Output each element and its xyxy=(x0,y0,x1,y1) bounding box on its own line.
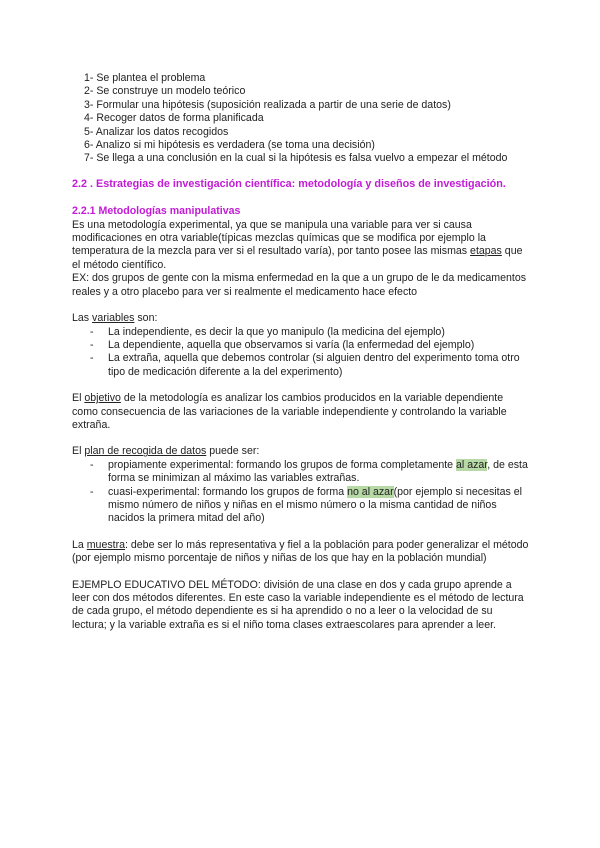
subsection-heading: 2.2.1 Metodologías manipulativas xyxy=(72,205,241,218)
intro-paragraph xyxy=(72,219,530,273)
underlined-term: muestra xyxy=(86,538,126,551)
step-item: 3- Formular una hipótesis (suposición realizada a partir de una serie de datos) xyxy=(84,98,451,111)
plan-item-text-end: (por ejemplo si necesitas el mismo número de niños y niñas en el mismo número o la misma cantidad de niños nacidos la primera mitad del año) xyxy=(108,485,522,525)
plan-item-text: propiamente experimental: formando los grupos de forma completamente xyxy=(108,458,457,471)
highlighted-term: al azar xyxy=(456,458,488,471)
underlined-term: variables xyxy=(92,312,135,325)
underlined-term: etapas xyxy=(470,245,502,258)
step-item: 5- Analizar los datos recogidos xyxy=(84,125,229,138)
sample-text: : debe ser lo más representativa y fiel a la población para poder generalizar el método (por ejemplo mismo porcentaje de niños y niñas de los que hay en la población mundial) xyxy=(72,538,529,565)
underlined-term: plan de recogida de datos xyxy=(84,445,207,458)
step-item: 2- Se construye un modelo teórico xyxy=(84,85,246,98)
step-item: 6- Analizo si mi hipótesis es verdadera (se toma una decisión) xyxy=(84,139,375,152)
step-item: 4- Recoger datos de forma planificada xyxy=(84,112,264,125)
variable-item: - La dependiente, aquella que observamos si varía (la enfermedad del ejemplo) xyxy=(72,339,530,352)
section-heading: 2.2 . Estrategias de investigación científica: metodología y diseños de investigación. xyxy=(72,177,506,190)
plan-item-text: cuasi-experimental: formando los grupos de forma xyxy=(108,485,348,498)
step-item: 7- Se llega a una conclusión en la cual si la hipótesis es falsa vuelvo a empezar el método xyxy=(84,152,508,165)
variables-lead xyxy=(72,312,530,325)
objective-text: de la metodología es analizar los cambios producidos en la variable dependiente como consecuencia de las variaciones de la variable independiente y controlando la variable extraña. xyxy=(72,392,507,431)
objective-paragraph xyxy=(72,392,530,432)
plan-lead-text: El xyxy=(72,445,85,458)
variables-lead-text: Las xyxy=(72,312,93,325)
objective-text-start: El xyxy=(72,392,85,405)
plan-lead-end: puede ser: xyxy=(206,445,260,458)
educational-example-paragraph: EJEMPLO EDUCATIVO DEL MÉTODO: división de una clase en dos y cada grupo aprende a leer con dos métodos diferentes. En este caso la variable independiente es el método de lectura de cada grupo, el método dependiente es si ha aprendido o no a leer o la velocidad de su lectura; y la variable extraña es si el niño toma clases extraescolares para aprender a leer. xyxy=(72,578,524,631)
variables-list xyxy=(72,326,530,380)
sample-paragraph xyxy=(72,539,530,566)
intro-text-end: que el método científico. xyxy=(72,245,523,271)
variables-lead-end: son: xyxy=(134,312,158,325)
intro-text: Es una metodología experimental, ya que se manipula una variable para ver si causa modificaciones en otra variable(típicas mezclas químicas que se modifica por ejemplo la temperatura de la mezcla para ver si el resultado varía), por tanto posee las mismas xyxy=(72,218,486,258)
plan-item-text-end: , de esta forma se minimizan al máximo las variables extrañas. xyxy=(108,458,528,485)
highlighted-term: no al azar xyxy=(347,485,394,498)
example-paragraph: EX: dos grupos de gente con la misma enfermedad en la que a un grupo de le da medicamentos reales y a otro placebo para ver si realmente el medicamento hace efecto xyxy=(72,272,527,298)
variable-item: - La extraña, aquella que debemos controlar (si alguien dentro del experimento toma otro tipo de medicación diferente a la del experimento) xyxy=(72,352,530,379)
method-steps-list xyxy=(72,72,530,166)
document-page xyxy=(72,72,530,632)
underlined-term: objetivo xyxy=(84,392,121,405)
sample-text-start: La xyxy=(72,538,87,551)
plan-list xyxy=(72,459,530,526)
step-item: 1- Se plantea el problema xyxy=(84,72,206,84)
plan-item xyxy=(72,486,530,526)
plan-lead xyxy=(72,445,530,458)
variable-item: - La independiente, es decir la que yo manipulo (la medicina del ejemplo) xyxy=(72,326,530,339)
plan-item xyxy=(72,459,530,486)
